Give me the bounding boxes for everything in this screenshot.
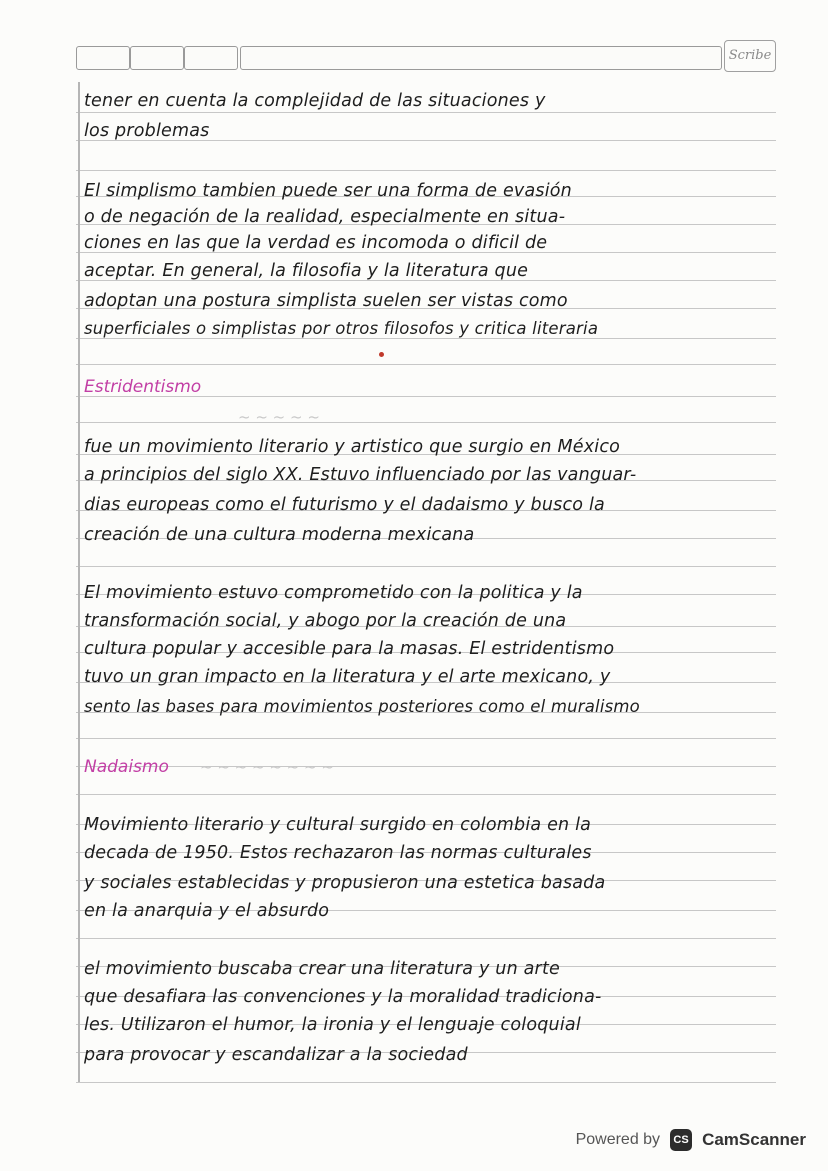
camscanner-watermark: [576, 1126, 806, 1154]
date-box-year: [184, 46, 238, 70]
rule-line: [76, 364, 776, 365]
rule-line: [76, 738, 776, 739]
text-line: ciones en las que la verdad es incomoda o dificil de: [84, 233, 548, 253]
page-header: [76, 40, 776, 74]
text-line: aceptar. En general, la filosofia y la literatura que: [84, 261, 529, 281]
text-line: en la anarquia y el absurdo: [84, 901, 330, 921]
text-line: y sociales establecidas y propusieron una estetica basada: [84, 873, 606, 893]
rule-line: [76, 566, 776, 567]
bleed-through-text: ~ ~ ~ ~ ~: [238, 408, 320, 426]
text-line: los problemas: [84, 121, 210, 141]
rule-line: [76, 1082, 776, 1083]
text-line: el movimiento buscaba crear una literatura y un arte: [84, 959, 560, 979]
text-line: El simplismo tambien puede ser una forma de evasión: [84, 181, 572, 201]
text-line: fue un movimiento literario y artistico que surgio en México: [84, 437, 621, 457]
text-line: para provocar y escandalizar a la sociedad: [84, 1045, 468, 1065]
text-line: dias europeas como el futurismo y el dadaismo y busco la: [84, 495, 605, 515]
text-line: o de negación de la realidad, especialmente en situa-: [84, 207, 566, 227]
text-line: les. Utilizaron el humor, la ironia y el lenguaje coloquial: [84, 1015, 581, 1035]
date-box-month: [130, 46, 184, 70]
text-line: adoptan una postura simplista suelen ser vistas como: [84, 291, 568, 311]
section-heading-estridentismo: Estridentismo: [84, 377, 202, 397]
scribe-logo: Scribe: [724, 40, 776, 72]
text-line: cultura popular y accesible para la masas. El estridentismo: [84, 639, 615, 659]
rule-line: [76, 170, 776, 171]
text-line: transformación social, y abogo por la creación de una: [84, 611, 567, 631]
rule-line: [76, 766, 776, 767]
bleed-through-text: ~ ~ ~ ~ ~ ~ ~ ~: [200, 758, 334, 776]
text-line: que desafiara las convenciones y la moralidad tradiciona-: [84, 987, 602, 1007]
rule-line: [76, 794, 776, 795]
ink-dot: [379, 352, 384, 357]
title-box: [240, 46, 722, 70]
rule-line: [76, 938, 776, 939]
text-line: superficiales o simplistas por otros filosofos y critica literaria: [84, 319, 599, 338]
margin-line: [78, 82, 80, 1082]
rule-line: [76, 422, 776, 423]
text-line: tener en cuenta la complejidad de las situaciones y: [84, 91, 546, 111]
powered-by-label: Powered by: [575, 1131, 661, 1148]
text-line: a principios del siglo XX. Estuvo influenciado por las vanguar-: [84, 465, 637, 485]
camscanner-icon: CS: [670, 1129, 692, 1151]
rule-line: [76, 112, 776, 113]
text-line: creación de una cultura moderna mexicana: [84, 525, 475, 545]
section-heading-nadaismo: Nadaismo: [84, 757, 169, 777]
text-line: El movimiento estuvo comprometido con la politica y la: [84, 583, 583, 603]
text-line: tuvo un gran impacto en la literatura y el arte mexicano, y: [84, 667, 611, 687]
camscanner-name: CamScanner: [702, 1130, 806, 1149]
text-line: sento las bases para movimientos posteriores como el muralismo: [84, 697, 640, 716]
text-line: decada de 1950. Estos rechazaron las normas culturales: [84, 843, 592, 863]
date-box-day: [76, 46, 130, 70]
text-line: Movimiento literario y cultural surgido en colombia en la: [84, 815, 592, 835]
